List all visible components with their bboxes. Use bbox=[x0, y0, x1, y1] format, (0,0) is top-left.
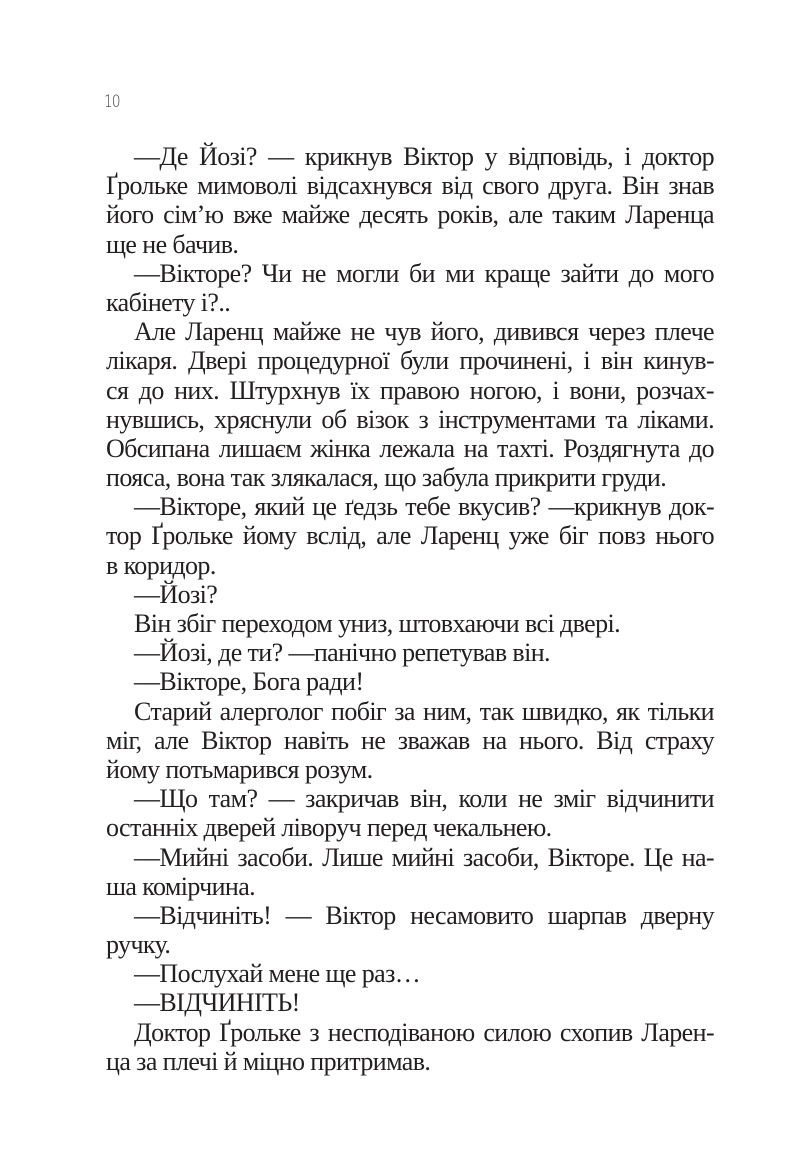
text-line: тор Ґрольке йому вслід, але Ларенц уже біг повз нього bbox=[106, 521, 714, 551]
text-line: —Вікторе, який це ґедзь тебе вкусив? —крикнув док- bbox=[134, 492, 714, 522]
text-line: Доктор Ґрольке з несподіваною силою схопив Ларен- bbox=[134, 1017, 714, 1047]
text-line: його сім’ю вже майже десять років, але таким Ларенца bbox=[106, 200, 714, 230]
text-line: Обсипана лишаєм жінка лежала на тахті. Роздягнута до bbox=[106, 433, 714, 463]
text-line: Ґрольке мимоволі відсахнувся від свого друга. Він знав bbox=[106, 171, 714, 201]
text-line: ся до них. Штурхнув їх правою ногою, і вони, розчах- bbox=[106, 375, 714, 405]
text-line: лікаря. Двері процедурної були прочинені, і він кинув- bbox=[106, 346, 714, 376]
text-line: ша комірчина. bbox=[106, 871, 256, 901]
text-line: ручку. bbox=[106, 930, 171, 960]
text-line: —Мийні засоби. Лише мийні засоби, Вікторе. Це на- bbox=[134, 842, 714, 872]
text-line: Він збіг переходом униз, штовхаючи всі двері. bbox=[134, 609, 621, 638]
text-line: —Йозі, де ти? —панічно репетував він. bbox=[134, 638, 550, 668]
text-line: Але Ларенц майже не чув його, дивився через плече bbox=[134, 317, 714, 347]
text-line: —Йозі? bbox=[134, 579, 218, 609]
page-number: 10 bbox=[104, 92, 120, 112]
text-line: пояса, вона так злякалася, що забула прикрити груди. bbox=[106, 463, 667, 493]
text-line: —Відчиніть! — Віктор несамовито шарпав дверну bbox=[134, 900, 714, 930]
text-line: —Вікторе, Бога ради! bbox=[134, 667, 364, 697]
text-line: останніх дверей ліворуч перед чекальнею. bbox=[106, 813, 552, 843]
text-line: —Що там? — закричав він, коли не зміг відчинити bbox=[134, 784, 714, 814]
text-line: —Вікторе? Чи не могли би ми краще зайти до мого bbox=[134, 258, 714, 288]
text-line: —ВІДЧИНІТЬ! bbox=[134, 988, 300, 1018]
text-line: —Послухай мене ще раз… bbox=[134, 959, 421, 989]
text-line: Старий алерголог побіг за ним, так швидко, як тільки bbox=[134, 696, 714, 726]
body-text bbox=[106, 142, 714, 1076]
text-line: ца за плечі й міцно притримав. bbox=[106, 1046, 431, 1076]
text-line: —Де Йозі? — крикнув Віктор у відповідь, і доктор bbox=[134, 142, 714, 171]
text-line: кабінету і?.. bbox=[106, 287, 231, 317]
text-line: нувшись, хряснули об візок з інструментами та ліками. bbox=[106, 404, 714, 434]
text-line: міг, але Віктор навіть не зважав на нього. Від страху bbox=[106, 725, 714, 755]
text-line: ще не бачив. bbox=[106, 229, 239, 259]
text-line: йому потьмарився розум. bbox=[106, 754, 373, 784]
text-line: в коридор. bbox=[106, 550, 216, 580]
